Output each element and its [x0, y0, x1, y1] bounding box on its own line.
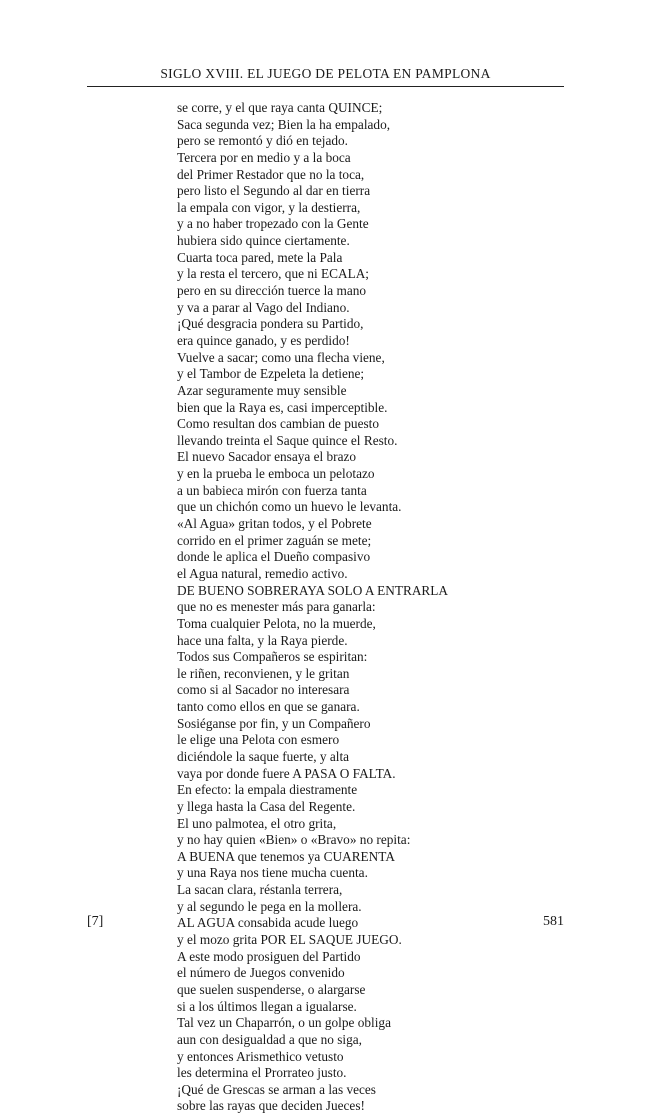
- poem-line: a un babieca mirón con fuerza tanta: [177, 482, 367, 498]
- poem-line: y va a parar al Vago del Indiano.: [177, 299, 350, 315]
- poem-line: vaya por donde fuere A PASA O FALTA.: [177, 765, 396, 781]
- poem-line: diciéndole la saque fuerte, y alta: [177, 748, 350, 764]
- poem-line: y la resta el tercero, que ni ECALA;: [177, 266, 369, 282]
- poem-line: como si al Sacador no interesara: [177, 682, 350, 698]
- poem-line: DE BUENO SOBRERAYA SOLO A ENTRARLA: [177, 582, 449, 598]
- poem-line: pero en su dirección tuerce la mano: [177, 283, 367, 299]
- poem-line: era quince ganado, y es perdido!: [177, 332, 350, 348]
- poem-line: Cuarta toca pared, mete la Pala: [177, 249, 343, 265]
- poem-line: le elige una Pelota con esmero: [177, 732, 340, 748]
- poem-line: Sosiéganse por fin, y un Compañero: [177, 715, 371, 731]
- poem-line: El nuevo Sacador ensaya el brazo: [177, 449, 357, 465]
- poem-line: Azar seguramente muy sensible: [177, 382, 347, 398]
- poem-line: y una Raya nos tiene mucha cuenta.: [177, 865, 368, 881]
- poem-line: pero se remontó y dió en tejado.: [177, 133, 348, 149]
- header-rule: [87, 86, 564, 87]
- poem-line: aun con desigualdad a que no siga,: [177, 1031, 362, 1047]
- poem-line: Tal vez un Chaparrón, o un golpe obliga: [177, 1015, 391, 1031]
- poem-line: donde le aplica el Dueño compasivo: [177, 549, 371, 565]
- poem-line: del Primer Restador que no la toca,: [177, 166, 365, 182]
- poem-line: La sacan clara, réstanla terrera,: [177, 882, 343, 898]
- poem-line: sobre las rayas que deciden Jueces!: [177, 1098, 365, 1114]
- poem-line: y a no haber tropezado con la Gente: [177, 216, 369, 232]
- poem-line: A este modo prosiguen del Partido: [177, 948, 361, 964]
- poem-line: se corre, y el que raya canta QUINCE;: [177, 100, 383, 115]
- poem-line: que un chichón como un huevo le levanta.: [177, 499, 402, 515]
- poem-line: Tercera por en medio y a la boca: [177, 149, 351, 165]
- poem-line: ¡Qué desgracia pondera su Partido,: [177, 316, 364, 332]
- poem-line: pero listo el Segundo al dar en tierra: [177, 183, 371, 199]
- poem-line: hubiera sido quince ciertamente.: [177, 233, 350, 249]
- poem-line: y el Tambor de Ezpeleta la detiene;: [177, 366, 365, 382]
- poem-line: y en la prueba le emboca un pelotazo: [177, 466, 375, 482]
- poem-line: A BUENA que tenemos ya CUARENTA: [177, 848, 395, 864]
- running-title: SIGLO XVIII. EL JUEGO DE PELOTA EN PAMPLONA: [160, 66, 491, 81]
- poem-line: la empala con vigor, y la destierra,: [177, 199, 361, 215]
- poem-line: El uno palmotea, el otro grita,: [177, 815, 337, 831]
- poem-line: el Agua natural, remedio activo.: [177, 565, 348, 581]
- poem-line: que suelen suspenderse, o alargarse: [177, 981, 366, 997]
- poem-line: corrido en el primer zaguán se mete;: [177, 532, 372, 548]
- poem-line: el número de Juegos convenido: [177, 965, 345, 981]
- poem-line: hace una falta, y la Raya pierde.: [177, 632, 348, 648]
- poem-line: y no hay quien «Bien» o «Bravo» no repita:: [177, 832, 411, 848]
- poem-line: Todos sus Compañeros se espiritan:: [177, 649, 368, 665]
- poem-line: bien que la Raya es, casi imperceptible.: [177, 399, 388, 415]
- poem-text: [177, 100, 497, 1115]
- poem-line: «Al Agua» gritan todos, y el Pobrete: [177, 516, 372, 532]
- poem-line: Saca segunda vez; Bien la ha empalado,: [177, 116, 391, 132]
- poem-line: Vuelve a sacar; como una flecha viene,: [177, 349, 385, 365]
- poem-line: tanto como ellos en que se ganara.: [177, 699, 360, 715]
- poem-line: les determina el Prorrateo justo.: [177, 1065, 347, 1081]
- section-marker: [7]: [87, 914, 104, 929]
- poem-line: que no es menester más para ganarla:: [177, 599, 376, 615]
- poem-line: y el mozo grita POR EL SAQUE JUEGO.: [177, 932, 402, 948]
- poem-line: AL AGUA consabida acude luego: [177, 915, 359, 931]
- poem-line: y entonces Arismethico vetusto: [177, 1048, 344, 1064]
- page-number: 581: [543, 914, 564, 929]
- poem-line: y llega hasta la Casa del Regente.: [177, 798, 356, 814]
- poem-line: Como resultan dos cambian de puesto: [177, 416, 379, 432]
- poem-line: Toma cualquier Pelota, no la muerde,: [177, 615, 376, 631]
- poem-line: y al segundo le pega en la mollera.: [177, 898, 362, 914]
- poem-line: si a los últimos llegan a igualarse.: [177, 998, 357, 1014]
- poem-line: ¡Qué de Grescas se arman a las veces: [177, 1081, 376, 1097]
- poem-line: le riñen, reconvienen, y le gritan: [177, 665, 350, 681]
- poem-line: llevando treinta el Saque quince el Resto.: [177, 432, 398, 448]
- poem-line: En efecto: la empala diestramente: [177, 782, 358, 798]
